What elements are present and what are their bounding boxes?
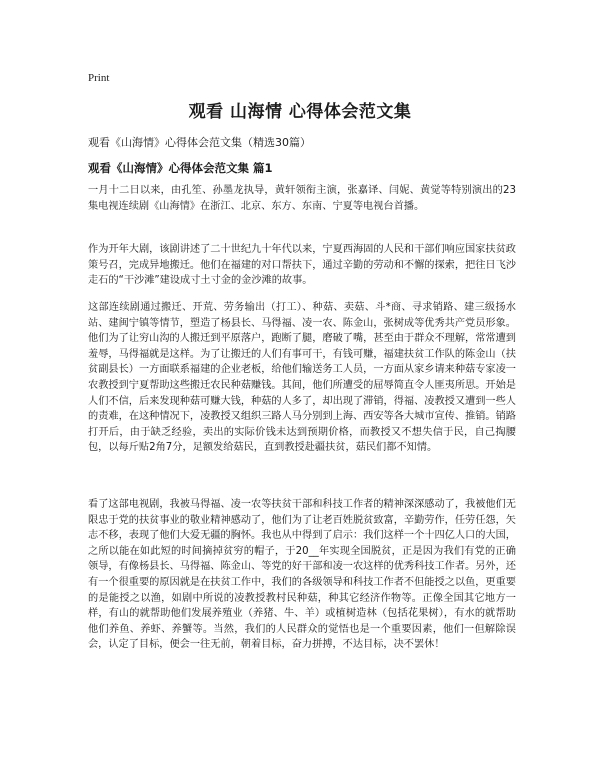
section-heading: 观看《山海情》心得体会范文集 篇1 [88, 161, 273, 175]
body-paragraph-3: 这部连续剧通过搬迁、开荒、劳务输出（打工）、种菇、卖菇、斗*商、寻求销路、建三级扬水站、建闽宁镇等情节，塑造了杨县长、马得福、凌一农、陈金山，张树成等优秀共产党员形象。他们为了让穷山沟的人搬迁到平原落户，跑断了腿，磨破了嘴，甚至由于群众不理解，常常遭到羞辱，马得福就是这样。为了让搬迁的人们有事可干，有钱可赚，福建扶贫工作队的陈金山（扶贫副县长）一方面联系福建的企业老板，给他们输送务工人员，一方面从家乡请来种菇专家凌一农教授到宁夏帮助这些搬迁农民种菇赚钱。其间，他们所遭受的屈辱简直令人匪夷所思。开始是人们不信，后来发现种菇可赚大钱，种菇的人多了，却出现了滞销，得福、凌教授又遭到一些人的责难，在这种情况下，凌教授又组织三路人马分别到上海、西安等各大城市宣传、推销。销路打开后，由于缺乏经验，卖出的实际价钱未达到预期价格，而教授又不想失信于民，自己掏腰包，以每斤贴2角7分，足额发给菇民，直到教授赴疆扶贫，菇民们都不知情。 [88, 302, 516, 454]
body-paragraph-4: 看了这部电视剧，我被马得福、凌一农等扶贫干部和科技工作者的精神深深感动了，我被他们无限忠于党的扶贫事业的敬业精神感动了，他们为了让老百姓脱贫致富，辛勤劳作，任劳任怨，矢志不移，表现了他们大爱无疆的胸怀。我也从中得到了启示：我们这样一个十四亿人口的大国，之所以能在如此短的时间摘掉贫穷的帽子，于20__年实现全国脱贫，正是因为我们有党的正确领导，有像杨县长、马得福、陈金山、等党的好干部和凌一农这样的优秀科技工作者。另外，还有一个很重要的原因就是在扶贫工作中，我们的各级领导和科技工作者不但能授之以鱼，更重要的是能授之以渔，如剧中所说的凌教授教村民种菇，种其它经济作物等。正像全国其它地方一样，有山的就帮助他们发展养殖业（养猪、牛、羊）或植树造林（包括花果树），有水的就帮助他们养鱼、养虾、养蟹等。当然，我们的人民群众的觉悟也是一个重要因素，他们一但解除误会，认定了目标，便会一往无前，朝着目标，奋力拼搏，不达目标，决不罢休！ [88, 499, 516, 651]
document-subtitle: 观看《山海情》心得体会范文集（精选30篇） [88, 136, 311, 149]
print-link[interactable]: Print [88, 72, 110, 84]
body-paragraph-1: 一月十二日以来，由孔笙、孙墨龙执导，黄轩领衔主演，张嘉译、闫妮、黄觉等特别演出的23集电视连续剧《山海情》在浙江、北京、东方、东南、宁夏等电视台首播。 [88, 185, 516, 212]
body-paragraph-2: 作为开年大剧，该剧讲述了二十世纪九十年代以来，宁夏西海固的人民和干部们响应国家扶贫政策号召，完成异地搬迁。他们在福建的对口帮扶下，通过辛勤的劳动和不懈的探索，把往日飞沙走石的“干沙滩”建设成寸土寸金的金沙滩的故事。 [88, 244, 516, 287]
page-title: 观看 山海情 心得体会范文集 [188, 102, 412, 122]
